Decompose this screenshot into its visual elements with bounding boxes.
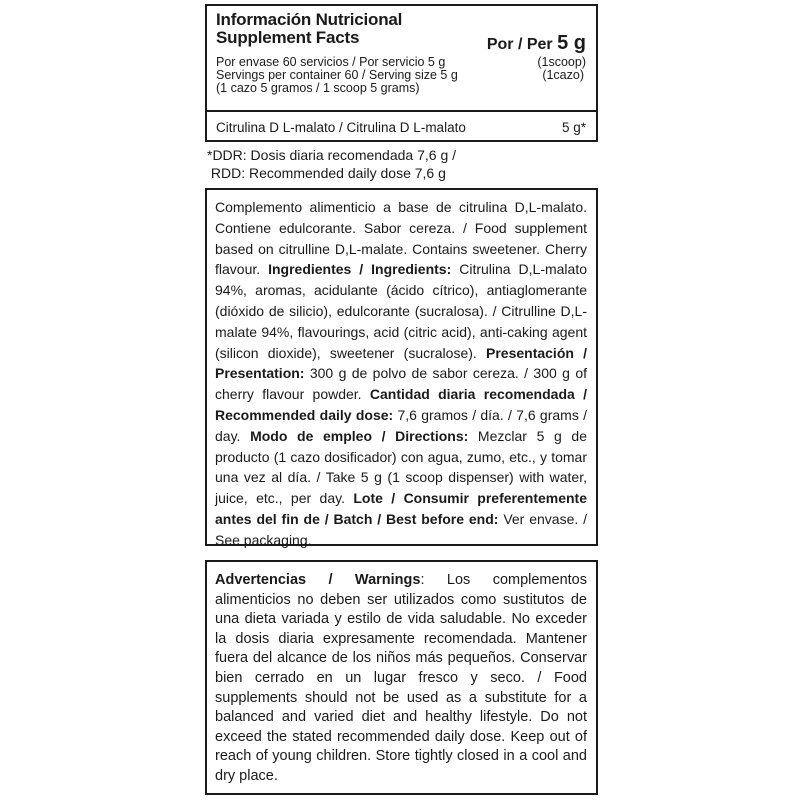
warnings-panel [205,560,598,795]
warnings-body: : Los complementos alimenticios no deben ser utilizados como sustitutos de una dieta variada y estilo de vida saludable. No exceder la dosis diaria expresamente recomendada. Mantener fuera del alcance de los niños más pequeños. Conservar bien cerrado en un lugar fresco y seco. / Food supplements should not be used as a substitute for a balanced and varied diet and healthy lifestyle. Do not exceed the stated recommended daily dose. Keep out of reach of young children. Store tightly closed in a cool and dry place. [215,572,587,784]
batch-text: Ver envase. / See packaging. [215,510,588,548]
description-panel [205,188,598,546]
ingredients-text: Citrulina D,L-malato 94%, aromas, acidulante (ácido cítrico), antiaglomerante (dióxido de silicio), edulcorante (sucralosa). / Citrulline D,L-malate 94%, flavourings, acid (citric acid), anti-caking agent (silicon dioxide), sweetener (sucralose). [215,261,587,361]
description-text [215,197,587,551]
supplement-facts-panel [205,4,598,142]
scoop-en: (1scoop) [537,55,586,69]
presentation-text: 300 g de polvo de sabor cereza. / 300 g of cherry flavour powder. [215,365,587,403]
directions-label: Modo de empleo / Directions: [250,427,469,444]
ingredients-label: Ingredientes / Ingredients: [268,261,452,278]
ingredient-row [216,120,586,135]
servings-en: Servings per container 60 / Serving size 5 g [216,68,458,82]
dose-text: 7,6 gramos / día. / 7,6 grams / day. [215,406,588,444]
intro-text: Complemento alimenticio a base de citrulina D,L-malato. Contiene edulcorante. Sabor cereza. / Food supplement based on citrulline D,L-malate. Contains sweetener. Cherry flavour. [215,199,587,278]
scoop-es: (1cazo) [542,68,584,82]
per-serving-header [487,32,586,55]
rdd-note: *DDR: Dosis diaria recomendada 7,6 g / RDD: Recommended daily dose 7,6 g [207,147,457,181]
directions-text: Mezclar 5 g de producto (1 cazo dosificador) con agua, zumo, etc., y tomar una vez al día. / Take 5 g (1 scoop dispenser) with water, juice, etc., per day. [215,427,587,507]
cazo-note: (1 cazo 5 gramos / 1 scoop 5 grams) [216,81,420,95]
ingredient-value: 5 g* [561,120,586,135]
facts-title-es: Información Nutricional [216,10,403,29]
presentation-label: Presentación / Presentation: [215,344,588,382]
warnings-text [215,571,587,787]
ingredient-name: Citrulina D L-malato / Citrulina D L-malato [216,120,466,135]
batch-label: Lote / Consumir preferentemente antes del fin de / Batch / Best before end: [215,490,588,527]
facts-divider [207,110,596,112]
warnings-label: Advertencias / Warnings [215,572,421,588]
facts-title-en: Supplement Facts [216,28,360,47]
dose-label: Cantidad diaria recomendada / Recommended daily dose: [215,386,587,423]
per-label: Por / Per [486,36,553,53]
per-value: 5 g [557,32,586,54]
servings-es: Por envase 60 servicios / Por servicio 5 g [216,55,446,69]
